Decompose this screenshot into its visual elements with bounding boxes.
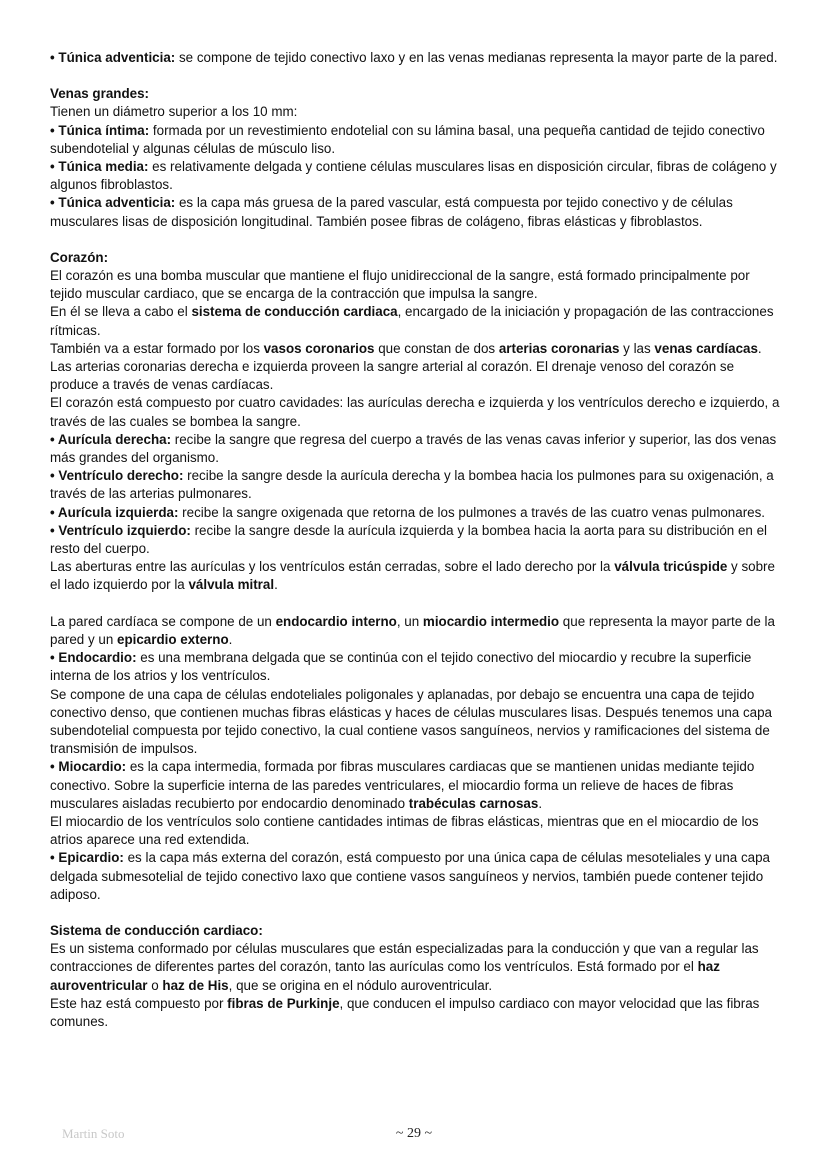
auricula-izquierda-item: • Aurícula izquierda: recibe la sangre oxigenada que retorna de los pulmones a través de las cuatro venas pulmonares.	[50, 504, 766, 520]
sistema-conduccion-heading: Sistema de conducción cardiaco:	[50, 922, 263, 938]
sistema-conduccion-paragraph-1: Es un sistema conformado por células musculares que están especializadas para la conducción y que van a regular las contracciones de diferentes partes del corazón, tanto las aurículas como los ventrículos. Está formado por el haz auroventricular o haz de His, que se origina en el nódulo auroventricular.	[50, 941, 759, 993]
tunica-adventicia-item: • Túnica adventicia: es la capa más gruesa de la pared vascular, está compuesta por tejido conectivo y de células musculares lisas de disposición longitudinal. También posee fibras de colágeno, fibras elásticas y fibroblastos.	[50, 195, 733, 229]
auricula-derecha-item: • Aurícula derecha: recibe la sangre que regresa del cuerpo a través de las venas cavas inferior y superior, las dos venas más grandes del organismo.	[50, 431, 777, 466]
document-page	[50, 49, 780, 1031]
epicardio-item: • Epicardio: es la capa más externa del corazón, está compuesto por una única capa de células mesoteliales y una capa delgada submesotelial de tejido conectivo laxo que contiene vasos sanguíneos y nervios, también puede contener tejido adiposo.	[50, 850, 771, 902]
corazon-paragraph-4: El corazón está compuesto por cuatro cavidades: las aurículas derecha e izquierda y los ventrículos derecho e izquierdo, a través de las cuales se bombea la sangre.	[50, 395, 780, 429]
corazon-paragraph-3: También va a estar formado por los vasos coronarios que constan de dos arterias coronarias y las venas cardíacas. Las arterias coronarias derecha e izquierda proveen la sangre arterial al corazón. El drenaje venoso del corazón se produce a través de venas cardíacas.	[50, 340, 762, 393]
ventriculo-izquierdo-item: • Ventrículo izquierdo: recibe la sangre desde la aurícula izquierda y la bombea hacia la aorta para su distribución en el resto del cuerpo.	[50, 522, 767, 557]
corazon-paragraph-1: El corazón es una bomba muscular que mantiene el flujo unidireccional de la sangre, está formado principalmente por tejido muscular cardiaco, que se encarga de la contracción que impulsa la sangre.	[50, 268, 750, 302]
corazon-paragraph-2: En él se lleva a cabo el sistema de conducción cardiaca, encargado de la iniciación y propagación de las contracciones rítmicas.	[50, 304, 774, 338]
venas-grandes-heading: Venas grandes:	[50, 86, 149, 102]
ventriculo-derecho-item: • Ventrículo derecho: recibe la sangre desde la aurícula derecha y la bombea hacia los pulmones para su oxigenación, a través de las arterias pulmonares.	[50, 468, 774, 502]
tunica-intima-item: • Túnica íntima: formada por un revestimiento endotelial con su lámina basal, una pequeña cantidad de tejido conectivo subendotelial y algunas células de músculo liso.	[50, 122, 765, 156]
footer-author: Martin Soto	[62, 1126, 125, 1141]
tunica-adventicia-venas-medianas: • Túnica adventicia: se compone de tejido conectivo laxo y en las venas medianas representa la mayor parte de la pared.	[50, 50, 778, 65]
endocardio-item: • Endocardio: es una membrana delgada que se continúa con el tejido conectivo del miocardio y recubre la superficie interna de los atrios y los ventrículos.	[50, 650, 752, 684]
page-number: ~ 29 ~	[395, 1126, 433, 1141]
miocardio-paragraph: El miocardio de los ventrículos solo contiene cantidades intimas de fibras elásticas, mientras que en el miocardio de los atrios aparece una red extendida.	[50, 813, 759, 848]
venas-grandes-intro: Tienen un diámetro superior a los 10 mm:	[50, 104, 298, 120]
miocardio-item: • Miocardio: es la capa intermedia, formada por fibras musculares cardiacas que se mantienen unidas mediante tejido conectivo. Sobre la superficie interna de las paredes ventriculares, el miocardio forma un relieve de haces de fibras musculares aisladas recubierto por endocardio denominado trabéculas carnosas.	[50, 759, 755, 811]
pared-cardiaca-paragraph: La pared cardíaca se compone de un endocardio interno, un miocardio intermedio que representa la mayor parte de la pared y un epicardio externo.	[50, 613, 775, 647]
sistema-conduccion-paragraph-2: Este haz está compuesto por fibras de Purkinje, que conducen el impulso cardiaco con mayor velocidad que las fibras comunes.	[50, 995, 760, 1029]
corazon-heading: Corazón:	[50, 249, 109, 265]
endocardio-paragraph: Se compone de una capa de células endoteliales poligonales y aplanadas, por debajo se encuentra una capa de tejido conectivo denso, que contienen muchas fibras elásticas y haces de células musculares lisas. Después tenemos una capa subendotelial compuesta por tejido conectivo, la cual contiene vasos sanguíneos, nervios y ramificaciones del sistema de transmisión de impulsos.	[50, 686, 773, 757]
corazon-paragraph-5: Las aberturas entre las aurículas y los ventrículos están cerradas, sobre el lado derecho por la válvula tricúspide y sobre el lado izquierdo por la válvula mitral.	[50, 559, 775, 593]
tunica-media-item: • Túnica media: es relativamente delgada y contiene células musculares lisas en disposición circular, fibras de colágeno y algunos fibroblastos.	[50, 159, 777, 193]
